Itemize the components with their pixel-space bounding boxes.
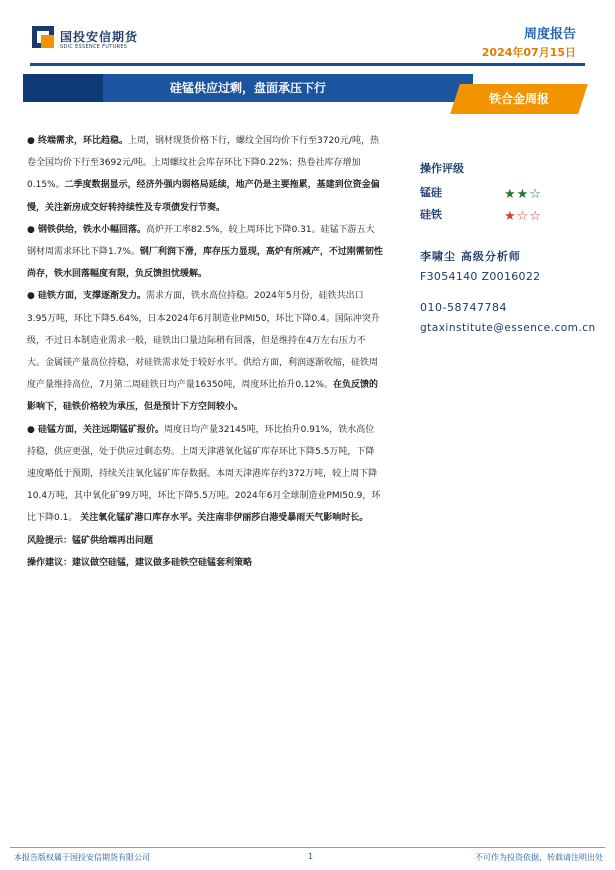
analyst-name: 李啸尘 高级分析师 [420, 250, 521, 263]
star-empty-icon: ☆ [529, 209, 541, 224]
paragraph-demand [27, 130, 383, 219]
brand-name-cn: 国投安信期货 [60, 30, 139, 44]
brand-logo-icon [32, 26, 54, 48]
rating-row [420, 184, 605, 206]
paragraph-heading: ● 钢铁供给，铁水小幅回落。 [27, 224, 146, 235]
star-filled-icon: ★ [516, 187, 529, 202]
paragraph-emphasis: 二季度数据显示，经济外强内弱格局延续，地产仍是主要拖累，基建到位资金偏慢，关注新房成交好转持续性及专项债发行节奏。 [27, 180, 380, 213]
trade-advice: 操作建议：建议做空硅锰，建议做多硅铁空硅锰套利策略 [27, 557, 253, 568]
paragraph-emphasis: 关注氧化锰矿港口库存水平。关注南非伊丽莎白港受暴雨天气影响时长。 [80, 513, 369, 524]
paragraph-heading: ● 硅锰方面，关注远期锰矿报价。 [27, 424, 164, 435]
star-empty-icon: ☆ [516, 209, 529, 224]
star-filled-icon: ★ [504, 187, 516, 202]
rating-label: 硅铁 [420, 208, 442, 221]
star-filled-icon: ★ [504, 209, 516, 224]
sidebar [420, 160, 605, 334]
brand-name-en: SDIC ESSENCE FUTURES [60, 44, 128, 50]
paragraph-text: 周度日均产量32145吨，环比抬升0.91%，铁水高位持稳，供应更强，处于供应过剩态势。上周天津港氧化锰矿库存环比下降5.5万吨，下降速度略低于预期，持续关注氧化锰矿库存数据。本周天津港库存约372万吨，较上周下降10.4万吨，其中氧化矿99万吨，环比下降5.5万吨。2024年6月全球制造业PMI50.9，环比下降0.1。 [27, 424, 381, 524]
analyst-certificate: F3054140 Z0016022 [420, 270, 541, 283]
star-empty-icon: ☆ [529, 187, 541, 202]
risk-note: 风险提示：锰矿供给端再出问题 [27, 535, 154, 546]
report-date: 2024年07月15日 [481, 46, 576, 59]
rating-stars [504, 184, 542, 206]
paragraph-silicomanganese [27, 419, 383, 530]
paragraph-emphasis: 钢厂利润下滑，库存压力显现，高炉有所减产，不过刚需韧性尚存，铁水回落幅度有限，负反馈担忧缓解。 [27, 247, 383, 280]
paragraph-heading: ● 硅铁方面，支撑逐渐发力。 [27, 291, 146, 302]
paragraph-heading: ● 终端需求，环比趋稳。 [27, 136, 128, 146]
paragraph-steel-supply [27, 219, 383, 286]
paragraph-text: 高炉开工率82.5%，较上周环比下降0.31。硅锰下游五大钢材周需求环比下降1.7%。 [27, 224, 375, 258]
rating-row [420, 206, 605, 228]
report-type: 周度报告 [523, 27, 576, 42]
category-tag: 铁合金周报 [488, 92, 549, 106]
paragraph-emphasis: 在负反馈的影响下，硅铁价格较为承压，但是预计下方空间较小。 [27, 380, 378, 413]
report-body [27, 130, 383, 574]
header-divider [30, 63, 585, 66]
rating-title: 操作评级 [420, 162, 464, 175]
report-title: 硅锰供应过剩，盘面承压下行 [169, 81, 326, 95]
contact-phone: 010-58747784 [420, 301, 507, 314]
contact-email[interactable]: gtaxinstitute@essence.com.cn [420, 322, 596, 334]
footer-divider [10, 847, 605, 848]
paragraph-text: 需求方面，铁水高位持稳。2024年5月份，硅铁共出口3.95万吨，环比下降5.64%，日本2024年6月制造业PMI50，环比下降0.4。国际冲突升级，不过日本制造业需求一般，硅铁出口量边际稍有回落，但是维持在4万左右压力不大。金属镁产量高位持稳，对硅铁需求处于较好水平。供给方面，利润逐渐收缩，硅铁周度产量维持高位，7月第二周硅铁日均产量16350吨，周度环比抬升0.12%。 [27, 291, 380, 391]
paragraph-ferrosilicon [27, 285, 383, 418]
footer-copyright: 本报告版权属于国投安信期货有限公司 [14, 853, 150, 862]
rating-stars [504, 206, 542, 228]
footer-disclaimer: 不可作为投资依据，转载请注明出处 [475, 853, 603, 862]
page-number: 1 [308, 852, 314, 861]
rating-label: 锰硅 [420, 186, 442, 199]
paragraph-text: 上周，钢材现货价格下行，螺纹全国均价下行至3720元/吨，热卷全国均价下行至3692元/吨。上周螺纹社会库存环比下降0.22%；热卷社库存增加0.15%。 [27, 136, 379, 191]
